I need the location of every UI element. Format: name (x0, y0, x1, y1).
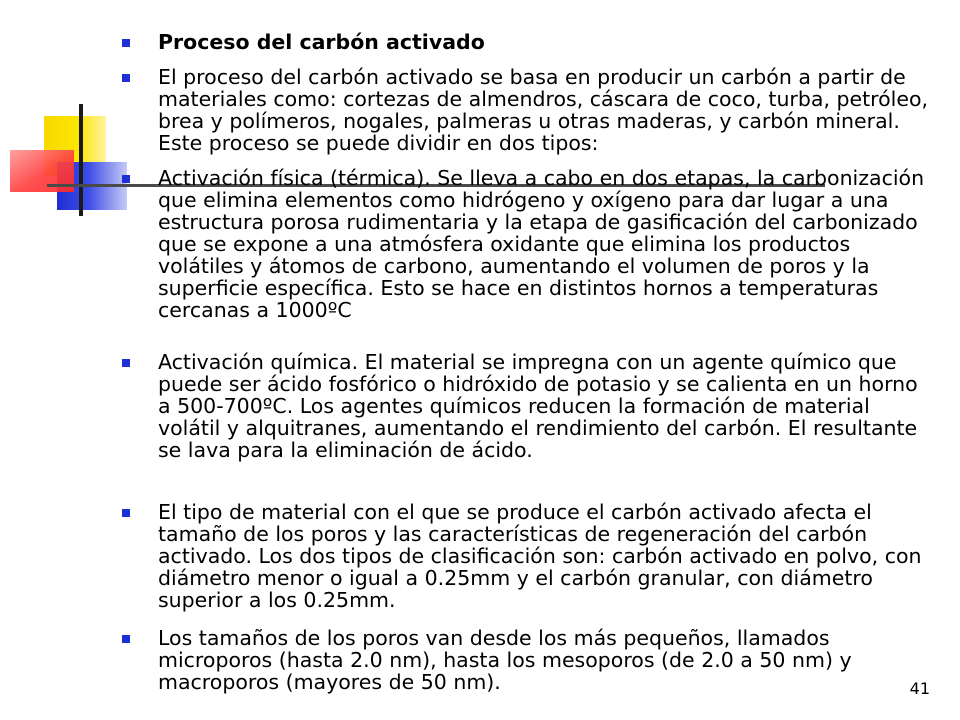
bullet-marker-icon (122, 359, 130, 367)
slide-content (118, 31, 930, 693)
bullet-text: El tipo de material con el que se produce el carbón activado afecta el tamaño de los poros y las características de regeneración del carbón activado. Los dos tipos de clasificación son: carbón activado en polvo, con diámetro menor o igual a 0.25mm y el carbón granular, con diámetro superior a los 0.25mm. (158, 500, 922, 612)
bullet-item-intro (118, 66, 930, 154)
page-number: 41 (909, 679, 930, 698)
bullet-item-pore-sizes (118, 627, 930, 693)
bullet-marker-icon (122, 635, 130, 643)
bullet-item-chemical-activation (118, 351, 930, 461)
bullet-item-physical-activation (118, 167, 930, 321)
bullet-text: El proceso del carbón activado se basa en producir un carbón a partir de materiales como: cortezas de almendros, cáscara de coco, turba, petróleo, brea y polímeros, nogales, palmeras u otras maderas, y carbón mineral. Este proceso se puede dividir en dos tipos: (158, 65, 929, 155)
bullet-marker-icon (122, 509, 130, 517)
bullet-marker-icon (122, 175, 130, 183)
bullet-marker-icon (122, 39, 130, 47)
bullet-item-title (118, 31, 930, 53)
bullet-text: Los tamaños de los poros van desde los más pequeños, llamados microporos (hasta 2.0 nm), hasta los mesoporos (de 2.0 a 50 nm) y macroporos (mayores de 50 nm). (158, 626, 852, 694)
decorative-vertical-line (79, 104, 83, 216)
slide-title: Proceso del carbón activado (158, 30, 485, 54)
bullet-text: Activación física (térmica). Se lleva a cabo en dos etapas, la carbonización que elimina elementos como hidrógeno y oxígeno para dar lugar a una estructura porosa rudimentaria y la etapa de gasificación del carbonizado que se expone a una atmósfera oxidante que elimina los productos volátiles y átomos de carbono, aumentando el volumen de poros y la superficie específica. Esto se hace en distintos hornos a temperaturas cercanas a 1000ºC (158, 166, 925, 322)
bullet-marker-icon (122, 74, 130, 82)
bullet-item-material-type (118, 501, 930, 611)
bullet-text: Activación química. El material se impregna con un agente químico que puede ser ácido fosfórico o hidróxido de potasio y se calienta en un horno a 500-700ºC. Los agentes químicos reducen la formación de material volátil y alquitranes, aumentando el rendimiento del carbón. El resultante se lava para la eliminación de ácido. (158, 350, 918, 462)
